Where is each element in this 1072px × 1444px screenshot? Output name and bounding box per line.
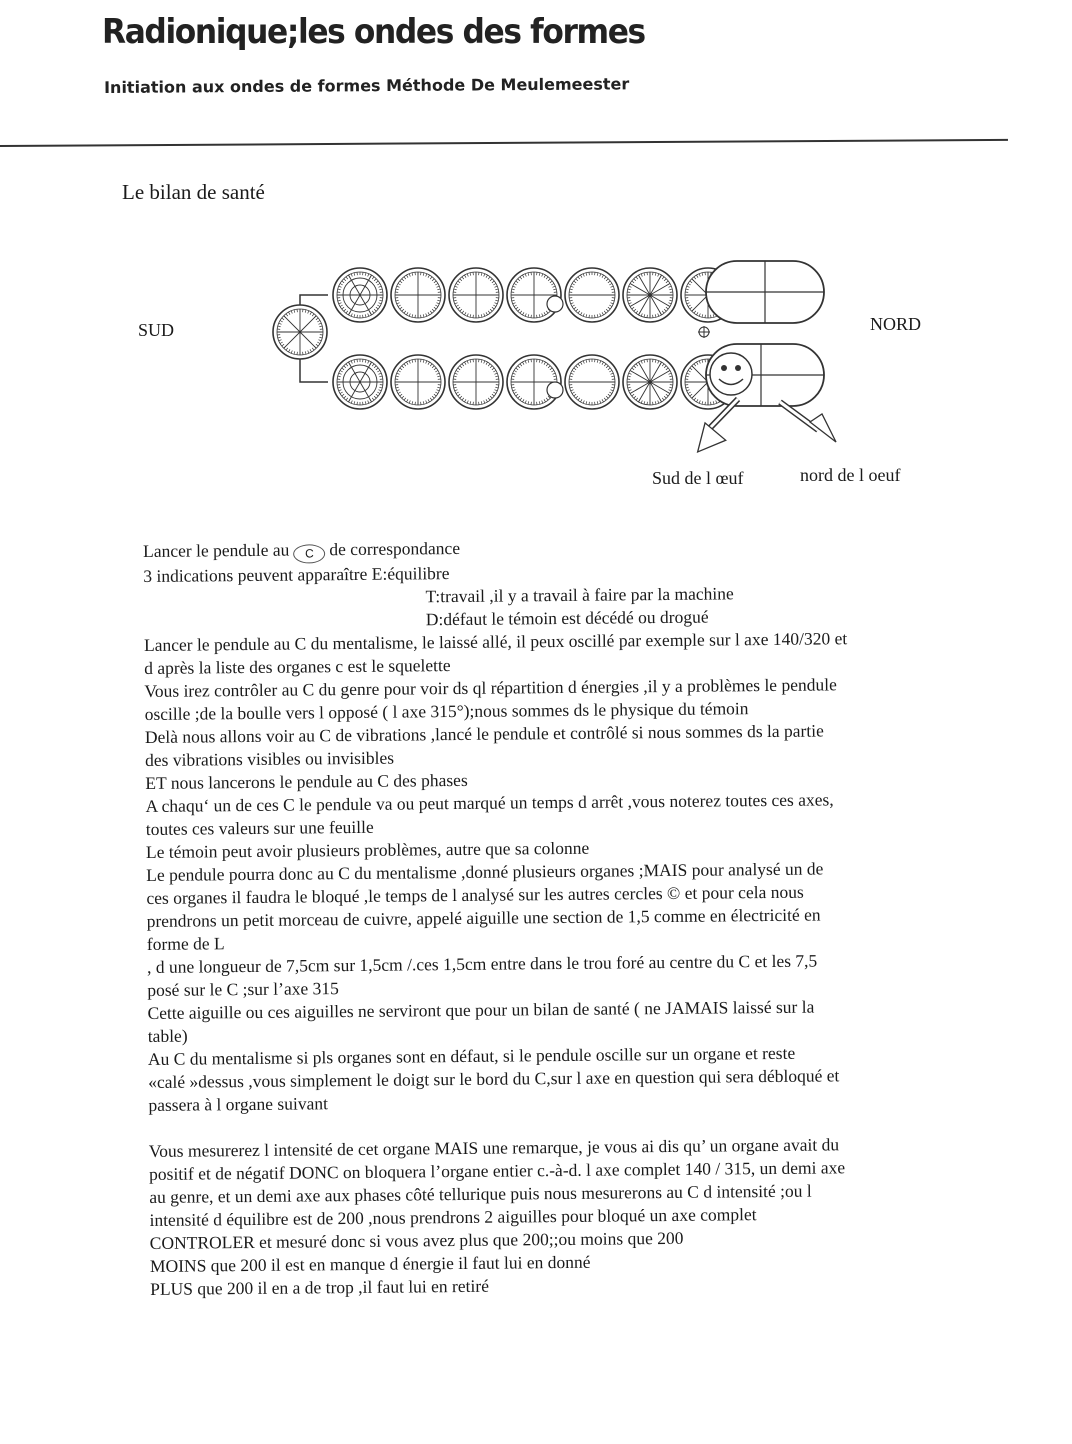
- text-line: Delà nous allons voir au C de vibrations ,lancé le pendule et contrôlé si nous sommes ds la partie: [144, 720, 824, 747]
- header-rule: [0, 139, 1008, 147]
- text-line: Vous irez contrôler au C du genre pour voir ds ql répartition d énergies ,il y a problèmes le pendule: [144, 674, 837, 701]
- smiley-eye-right: [735, 365, 741, 371]
- label-nord-oeuf: nord de l oeuf: [800, 465, 901, 485]
- text-line: ces organes il faudra le bloqué ,le temps de l analysé sur les autres cercles © et pour cela nous: [146, 881, 804, 908]
- compass-rose-cross: [698, 326, 710, 338]
- section-title: Le bilan de santé: [122, 180, 265, 204]
- smiley-eye-left: [721, 365, 727, 371]
- ball-top: [547, 296, 563, 312]
- arrow-sud-head: [688, 423, 726, 461]
- label-sud: SUD: [138, 320, 175, 340]
- text-line: , d une longueur de 7,5cm sur 1,5cm /.ces 1,5cm entre dans le trou foré au centre du C et les 7,5: [147, 950, 818, 977]
- text-line: forme de L: [146, 933, 225, 954]
- text-line: intensité d équilibre est de 200 ,nous prendrons 2 aiguilles pour bloqué un axe complet: [149, 1204, 757, 1230]
- text-line: Vous mesurerez l intensité de cet organe MAIS une remarque, je vous ai dis qu’ un organe avait du: [148, 1134, 840, 1161]
- text-line: PLUS que 200 il en a de trop ,il faut lui en retiré: [150, 1275, 490, 1299]
- text-line: Lancer le pendule au C de correspondance: [143, 532, 1003, 565]
- text-line: MOINS que 200 il est en manque d énergie il faut lui en donné: [149, 1251, 591, 1276]
- text-line: prendrons un petit morceau de cuivre, appelé aiguille une section de 1,5 comme en électricité en: [146, 904, 821, 931]
- text-line: D:défaut le témoin est décédé ou drogué: [425, 606, 709, 630]
- text-line: Le témoin peut avoir plusieurs problèmes, autre que sa colonne: [145, 837, 590, 862]
- text-line: 3 indications peuvent apparaître E:équilibre: [143, 563, 450, 586]
- text-line: d après la liste des organes c est le squelette: [144, 655, 451, 678]
- document-title: Radionique;les ondes des formes: [102, 12, 645, 52]
- ball-bottom: [547, 382, 563, 398]
- text-line: «calé »dessus ,vous simplement le doigt sur le bord du C,sur l axe en question qui sera débloqué et: [148, 1065, 840, 1092]
- health-check-diagram: [130, 252, 950, 492]
- label-sud-oeuf: Sud de l œuf: [652, 468, 744, 488]
- text-line: Cette aiguille ou ces aiguilles ne serviront que pour un bilan de santé ( ne JAMAIS laissé sur la: [147, 996, 815, 1023]
- text-line: posé sur le C ;sur l’axe 315: [147, 978, 339, 1000]
- text-line: des vibrations visibles ou invisibles: [145, 747, 395, 770]
- circle-chain-diagram: [130, 252, 950, 492]
- text-line: T:travail ,il y a travail à faire par la machine: [425, 583, 734, 607]
- text-line: A chaqu‘ un de ces C le pendule va ou peut marqué un temps d arrêt ,vous noterez toutes ces axes,: [145, 789, 834, 816]
- text-line: Au C du mentalisme si pls organes sont en défaut, si le pendule oscille sur un organe et reste: [147, 1042, 796, 1069]
- smiley-face: [710, 353, 752, 395]
- text-line: au genre, et un demi axe aux phases côté tellurique puis nous mesurerons au C d intensité ;ou l: [149, 1180, 812, 1207]
- document-subtitle: Initiation aux ondes de formes Méthode De Meulemeester: [104, 74, 630, 97]
- c-circle-symbol: C: [293, 544, 325, 563]
- text-line: Lancer le pendule au C du mentalisme, le laissé allé, il peux oscillé par exemple sur l axe 140/320 et: [143, 628, 848, 655]
- text-line: Le pendule pourra donc au C du mentalisme ,donné plusieurs organes ;MAIS pour analysé un de: [146, 858, 824, 885]
- text-line: ET nous lancerons le pendule au C des phases: [145, 769, 468, 793]
- text-line: oscille ;de la boulle vers l opposé ( l axe 315°);nous sommes ds le physique du témoin: [144, 698, 749, 724]
- text-line: toutes ces valeurs sur une feuille: [145, 816, 374, 839]
- label-nord: NORD: [870, 314, 922, 334]
- text-line: passera à l organe suivant: [148, 1093, 328, 1115]
- body-text: [143, 532, 1010, 1301]
- text-line: table): [147, 1025, 188, 1046]
- dial-left-spokes: [277, 309, 323, 355]
- text-line: positif et de négatif DONC on bloquera l’organe entier c.-à-d. l axe complet 140 / 315, un demi axe: [148, 1157, 846, 1184]
- text-line: CONTROLER et mesuré donc si vous avez plus que 200;;ou moins que 200: [149, 1227, 684, 1253]
